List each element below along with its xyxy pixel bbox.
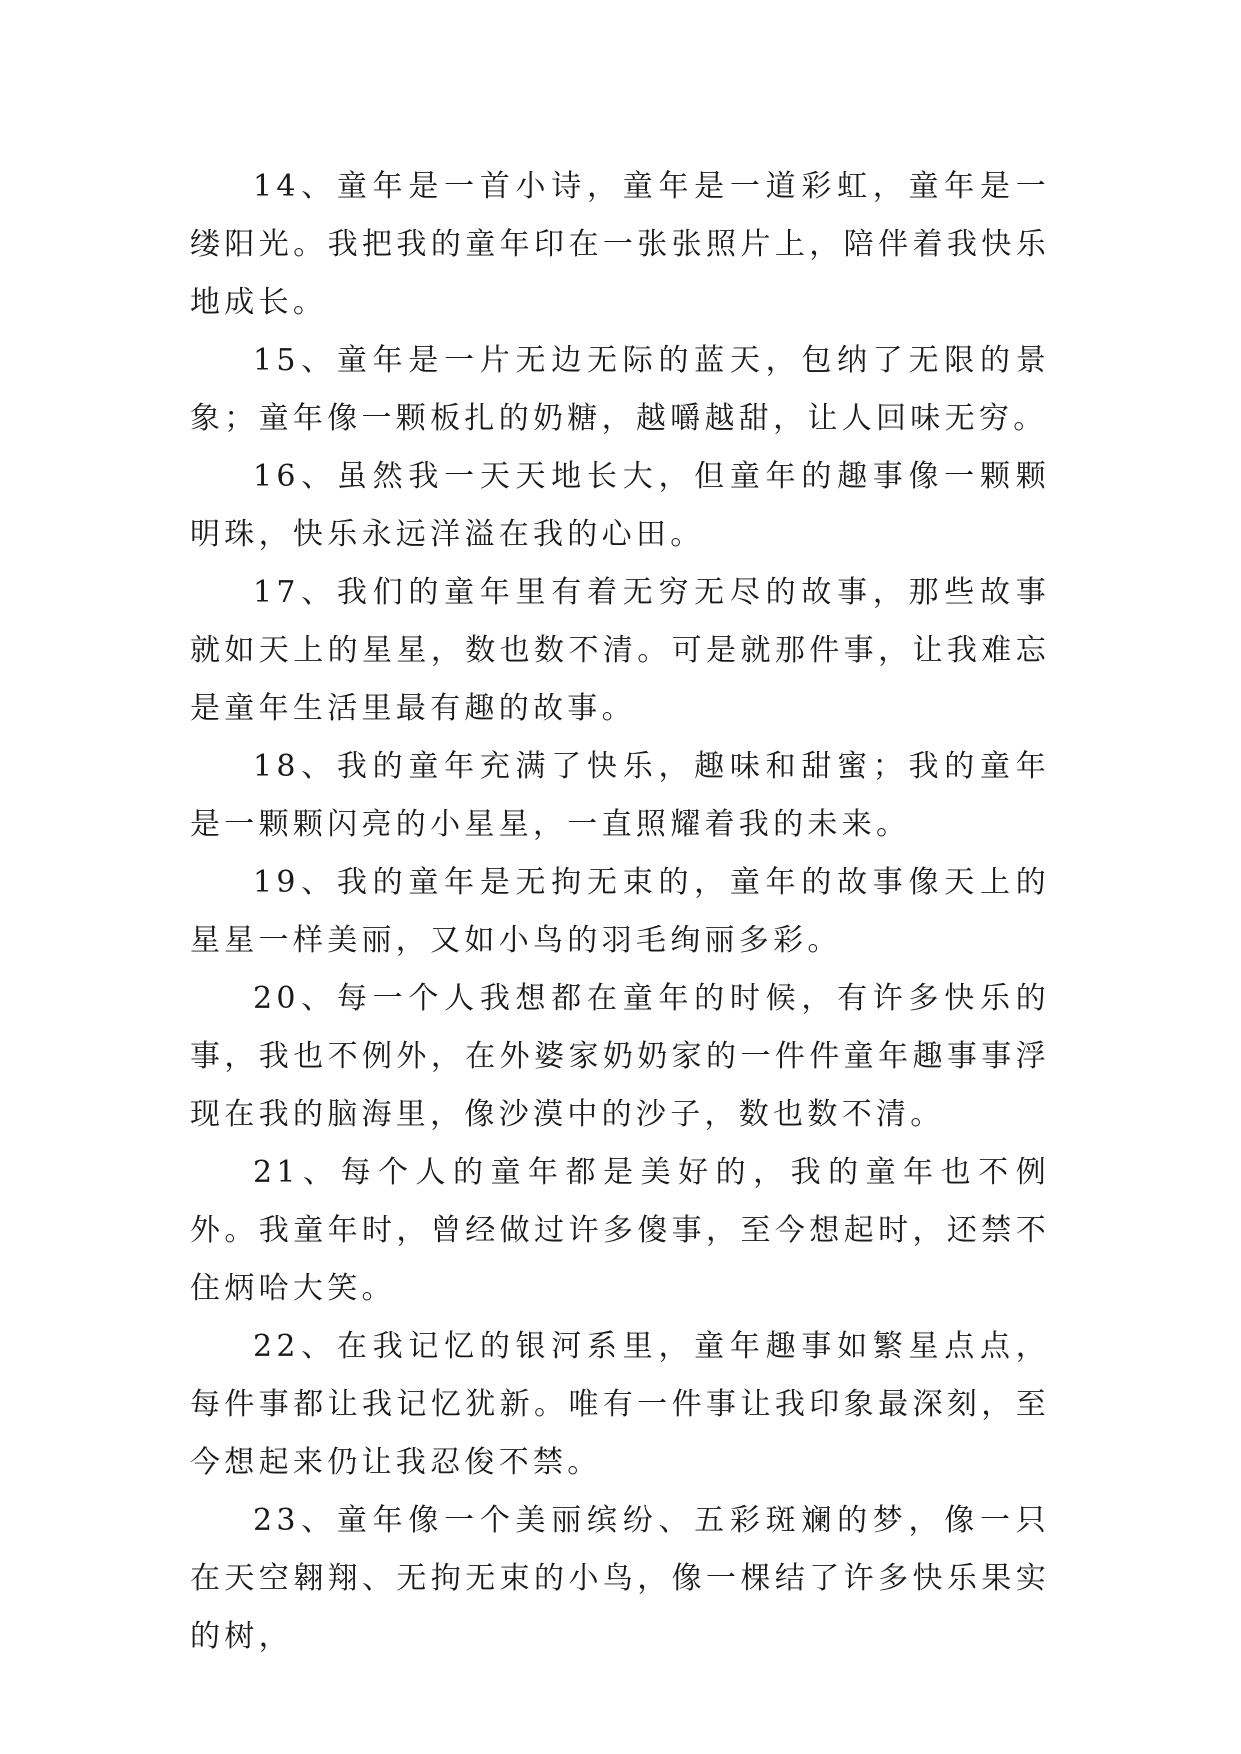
paragraph-18: 18、我的童年充满了快乐，趣味和甜蜜；我的童年是一颗颗闪亮的小星星，一直照耀着我的未来。 [190,749,1050,842]
paragraph-22: 22、在我记忆的银河系里，童年趣事如繁星点点，每件事都让我记忆犹新。唯有一件事让我印象最深刻，至今想起来仍让我忍俊不禁。 [190,1329,1050,1480]
paragraph-20: 20、每一个人我想都在童年的时候，有许多快乐的事，我也不例外，在外婆家奶奶家的一件件童年趣事事浮现在我的脑海里，像沙漠中的沙子，数也数不清。 [190,981,1050,1132]
paragraph-14: 14、童年是一首小诗，童年是一道彩虹，童年是一缕阳光。我把我的童年印在一张张照片上，陪伴着我快乐地成长。 [190,169,1050,320]
paragraph-19: 19、我的童年是无拘无束的，童年的故事像天上的星星一样美丽，又如小鸟的羽毛绚丽多彩。 [190,865,1050,958]
paragraph-16: 16、虽然我一天天地长大，但童年的趣事像一颗颗明珠，快乐永远洋溢在我的心田。 [190,459,1050,552]
paragraph-15: 15、童年是一片无边无际的蓝天，包纳了无限的景象；童年像一颗板扎的奶糖，越嚼越甜，让人回味无穷。 [190,343,1050,436]
paragraph-23: 23、童年像一个美丽缤纷、五彩斑斓的梦，像一只在天空翱翔、无拘无束的小鸟，像一棵结了许多快乐果实的树， [190,1503,1050,1654]
paragraph-21: 21、每个人的童年都是美好的，我的童年也不例外。我童年时，曾经做过许多傻事，至今想起时，还禁不住炳哈大笑。 [190,1155,1050,1306]
document-body [190,158,1050,1666]
paragraph-17: 17、我们的童年里有着无穷无尽的故事，那些故事就如天上的星星，数也数不清。可是就那件事，让我难忘是童年生活里最有趣的故事。 [190,575,1050,726]
